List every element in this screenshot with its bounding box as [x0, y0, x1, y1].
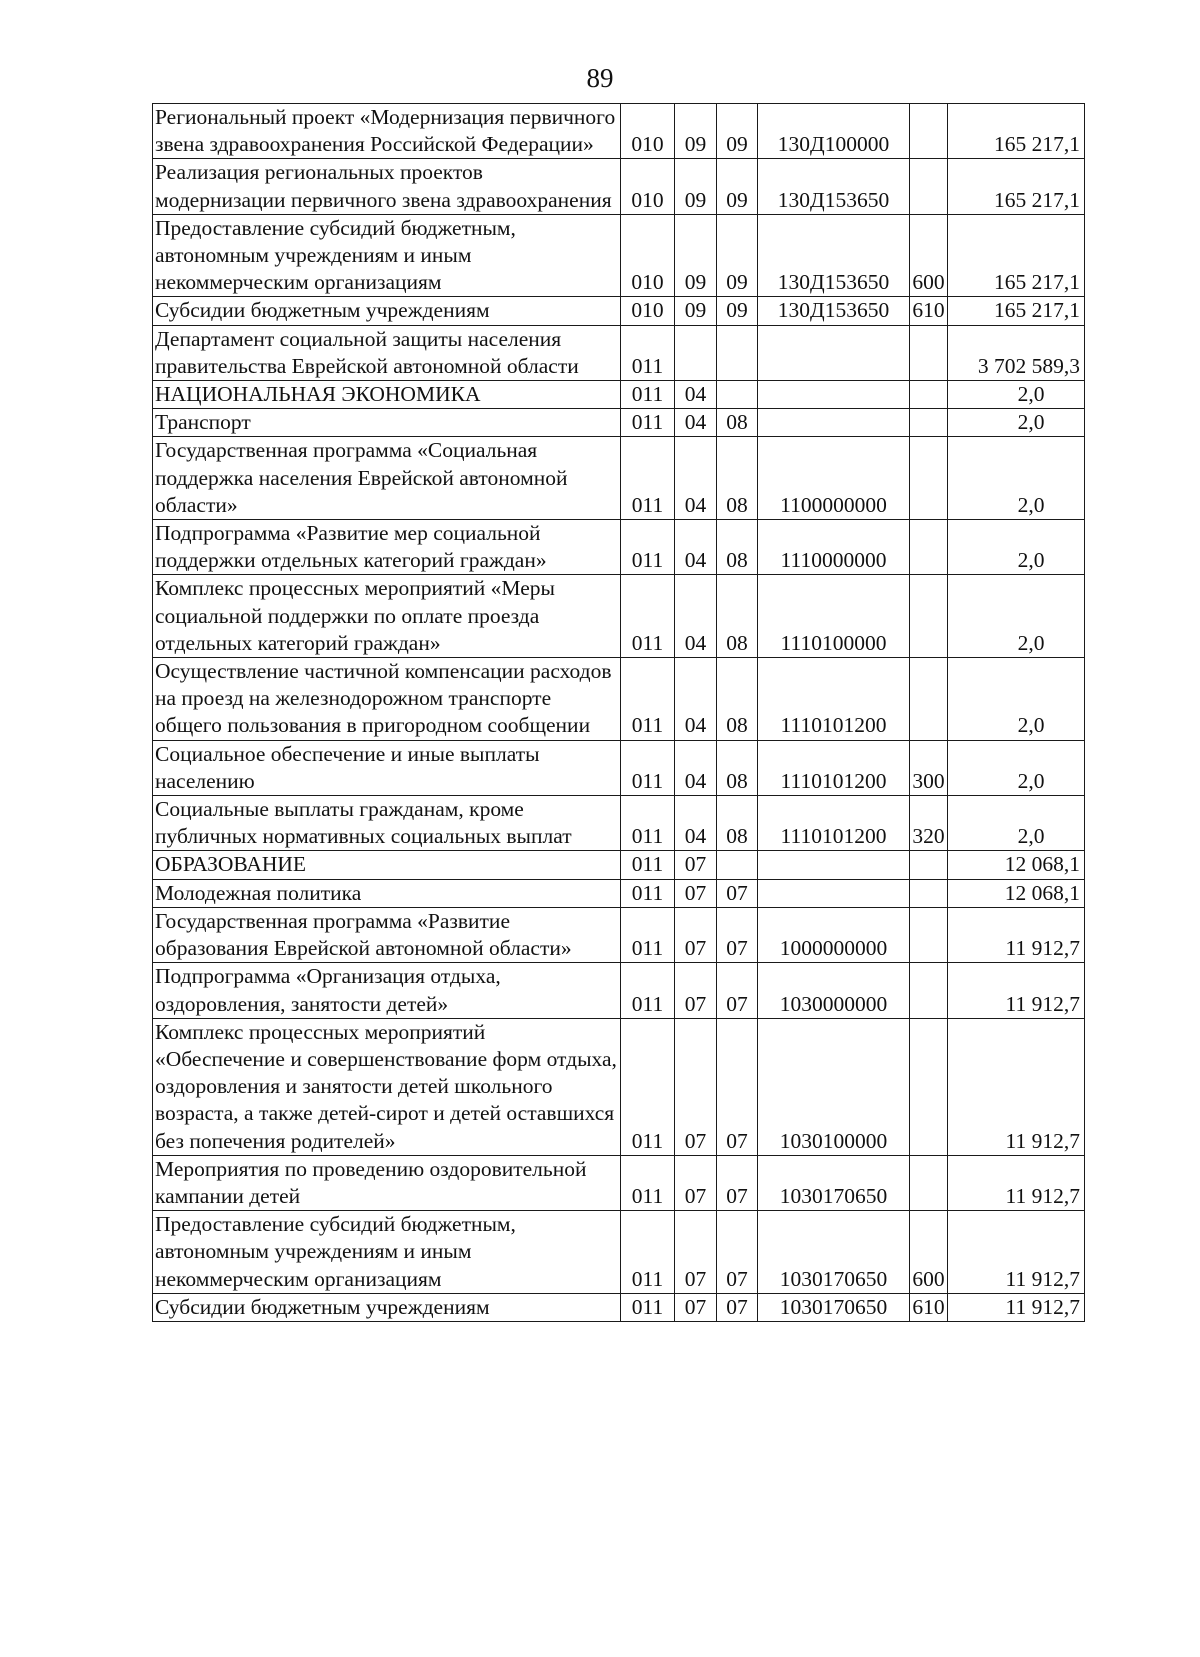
- row-subsection-code-cell: 08: [717, 575, 758, 658]
- row-expense-type-cell: [910, 1155, 948, 1210]
- row-name-cell: Субсидии бюджетным учреждениям: [153, 1293, 621, 1321]
- row-name-cell: Социальное обеспечение и иные выплаты населению: [153, 740, 621, 795]
- row-name-cell: Государственная программа «Социальная поддержка населения Еврейской автономной области»: [153, 437, 621, 520]
- row-expense-type-cell: [910, 325, 948, 380]
- row-name-cell: Мероприятия по проведению оздоровительной кампании детей: [153, 1155, 621, 1210]
- row-section-code-cell: 09: [675, 214, 717, 297]
- table-row: [153, 1293, 1085, 1321]
- row-name-cell: Субсидии бюджетным учреждениям: [153, 297, 621, 325]
- table-row: [153, 1211, 1085, 1294]
- row-name-cell: Предоставление субсидий бюджетным, автономным учреждениям и иным некоммерческим организациям: [153, 1211, 621, 1294]
- row-subsection-code-cell: 09: [717, 159, 758, 214]
- row-amount-cell: 11 912,7: [948, 1155, 1085, 1210]
- row-target-article-cell: 1110101200: [758, 658, 910, 741]
- row-grbs-code-cell: 011: [621, 963, 675, 1018]
- row-expense-type-cell: 600: [910, 1211, 948, 1294]
- row-target-article-cell: 1100000000: [758, 437, 910, 520]
- row-section-code-cell: 07: [675, 879, 717, 907]
- row-subsection-code-cell: 07: [717, 907, 758, 962]
- row-subsection-code-cell: 07: [717, 879, 758, 907]
- row-subsection-code-cell: 09: [717, 297, 758, 325]
- row-amount-cell: 2,0: [948, 381, 1085, 409]
- table-row: [153, 409, 1085, 437]
- row-grbs-code-cell: 011: [621, 437, 675, 520]
- row-section-code-cell: 04: [675, 381, 717, 409]
- row-grbs-code-cell: 010: [621, 104, 675, 159]
- row-subsection-code-cell: [717, 325, 758, 380]
- row-section-code-cell: 07: [675, 1211, 717, 1294]
- row-grbs-code-cell: 011: [621, 740, 675, 795]
- row-amount-cell: 12 068,1: [948, 879, 1085, 907]
- row-section-code-cell: 07: [675, 907, 717, 962]
- table-row: [153, 658, 1085, 741]
- row-amount-cell: 165 217,1: [948, 104, 1085, 159]
- row-section-code-cell: 07: [675, 1293, 717, 1321]
- table-row: [153, 575, 1085, 658]
- budget-table: [152, 103, 1085, 1322]
- row-grbs-code-cell: 010: [621, 214, 675, 297]
- row-name-cell: Предоставление субсидий бюджетным, автономным учреждениям и иным некоммерческим организациям: [153, 214, 621, 297]
- row-subsection-code-cell: 07: [717, 1155, 758, 1210]
- row-target-article-cell: 1110100000: [758, 575, 910, 658]
- row-grbs-code-cell: 011: [621, 325, 675, 380]
- row-expense-type-cell: [910, 851, 948, 879]
- table-row: [153, 297, 1085, 325]
- row-grbs-code-cell: 011: [621, 907, 675, 962]
- row-section-code-cell: 09: [675, 297, 717, 325]
- table-row: [153, 104, 1085, 159]
- row-amount-cell: 2,0: [948, 520, 1085, 575]
- row-section-code-cell: 07: [675, 1018, 717, 1155]
- row-target-article-cell: 130Д100000: [758, 104, 910, 159]
- row-expense-type-cell: [910, 104, 948, 159]
- row-target-article-cell: 1030170650: [758, 1155, 910, 1210]
- row-target-article-cell: [758, 851, 910, 879]
- row-subsection-code-cell: 07: [717, 1293, 758, 1321]
- row-section-code-cell: 09: [675, 159, 717, 214]
- row-amount-cell: 2,0: [948, 740, 1085, 795]
- row-target-article-cell: [758, 325, 910, 380]
- row-target-article-cell: [758, 381, 910, 409]
- table-row: [153, 325, 1085, 380]
- row-section-code-cell: 04: [675, 575, 717, 658]
- row-amount-cell: 165 217,1: [948, 214, 1085, 297]
- row-expense-type-cell: [910, 381, 948, 409]
- row-section-code-cell: 09: [675, 104, 717, 159]
- row-subsection-code-cell: [717, 381, 758, 409]
- row-name-cell: Молодежная политика: [153, 879, 621, 907]
- row-subsection-code-cell: 08: [717, 796, 758, 851]
- row-expense-type-cell: [910, 520, 948, 575]
- row-section-code-cell: 04: [675, 437, 717, 520]
- row-amount-cell: 11 912,7: [948, 963, 1085, 1018]
- row-target-article-cell: 1110101200: [758, 740, 910, 795]
- row-expense-type-cell: [910, 1018, 948, 1155]
- row-name-cell: ОБРАЗОВАНИЕ: [153, 851, 621, 879]
- row-subsection-code-cell: 08: [717, 409, 758, 437]
- row-grbs-code-cell: 011: [621, 658, 675, 741]
- row-expense-type-cell: 320: [910, 796, 948, 851]
- row-amount-cell: 2,0: [948, 658, 1085, 741]
- row-section-code-cell: 07: [675, 963, 717, 1018]
- row-target-article-cell: 1030170650: [758, 1293, 910, 1321]
- row-name-cell: Региональный проект «Модернизация первичного звена здравоохранения Российской Федерации»: [153, 104, 621, 159]
- row-subsection-code-cell: 08: [717, 520, 758, 575]
- table-row: [153, 963, 1085, 1018]
- row-subsection-code-cell: [717, 851, 758, 879]
- row-expense-type-cell: [910, 575, 948, 658]
- row-amount-cell: 11 912,7: [948, 1211, 1085, 1294]
- row-amount-cell: 165 217,1: [948, 297, 1085, 325]
- table-row: [153, 214, 1085, 297]
- row-target-article-cell: 1000000000: [758, 907, 910, 962]
- row-grbs-code-cell: 011: [621, 851, 675, 879]
- table-row: [153, 879, 1085, 907]
- row-target-article-cell: 130Д153650: [758, 214, 910, 297]
- row-grbs-code-cell: 011: [621, 1155, 675, 1210]
- row-section-code-cell: 04: [675, 409, 717, 437]
- row-amount-cell: 11 912,7: [948, 907, 1085, 962]
- row-subsection-code-cell: 09: [717, 214, 758, 297]
- row-grbs-code-cell: 011: [621, 409, 675, 437]
- row-amount-cell: 11 912,7: [948, 1018, 1085, 1155]
- table-row: [153, 1155, 1085, 1210]
- table-row: [153, 796, 1085, 851]
- row-name-cell: Департамент социальной защиты населения правительства Еврейской автономной области: [153, 325, 621, 380]
- row-expense-type-cell: [910, 437, 948, 520]
- row-name-cell: Подпрограмма «Развитие мер социальной поддержки отдельных категорий граждан»: [153, 520, 621, 575]
- table-row: [153, 740, 1085, 795]
- table-row: [153, 1018, 1085, 1155]
- row-target-article-cell: 1110101200: [758, 796, 910, 851]
- row-expense-type-cell: [910, 409, 948, 437]
- row-grbs-code-cell: 011: [621, 381, 675, 409]
- row-grbs-code-cell: 011: [621, 1211, 675, 1294]
- row-target-article-cell: 1030170650: [758, 1211, 910, 1294]
- row-expense-type-cell: 610: [910, 1293, 948, 1321]
- row-target-article-cell: 130Д153650: [758, 159, 910, 214]
- row-grbs-code-cell: 011: [621, 796, 675, 851]
- row-name-cell: Реализация региональных проектов модернизации первичного звена здравоохранения: [153, 159, 621, 214]
- row-grbs-code-cell: 011: [621, 520, 675, 575]
- row-amount-cell: 2,0: [948, 575, 1085, 658]
- table-row: [153, 520, 1085, 575]
- row-section-code-cell: 04: [675, 520, 717, 575]
- row-expense-type-cell: [910, 159, 948, 214]
- row-subsection-code-cell: 07: [717, 1211, 758, 1294]
- row-name-cell: Транспорт: [153, 409, 621, 437]
- row-expense-type-cell: 610: [910, 297, 948, 325]
- row-name-cell: НАЦИОНАЛЬНАЯ ЭКОНОМИКА: [153, 381, 621, 409]
- row-target-article-cell: [758, 879, 910, 907]
- row-amount-cell: 165 217,1: [948, 159, 1085, 214]
- row-target-article-cell: [758, 409, 910, 437]
- row-expense-type-cell: 600: [910, 214, 948, 297]
- row-name-cell: Государственная программа «Развитие образования Еврейской автономной области»: [153, 907, 621, 962]
- row-amount-cell: 2,0: [948, 409, 1085, 437]
- table-row: [153, 437, 1085, 520]
- row-amount-cell: 11 912,7: [948, 1293, 1085, 1321]
- row-expense-type-cell: 300: [910, 740, 948, 795]
- row-section-code-cell: 04: [675, 740, 717, 795]
- row-subsection-code-cell: 07: [717, 963, 758, 1018]
- row-amount-cell: 3 702 589,3: [948, 325, 1085, 380]
- row-grbs-code-cell: 011: [621, 1018, 675, 1155]
- table-row: [153, 381, 1085, 409]
- table-row: [153, 907, 1085, 962]
- row-subsection-code-cell: 08: [717, 437, 758, 520]
- row-grbs-code-cell: 011: [621, 1293, 675, 1321]
- row-expense-type-cell: [910, 907, 948, 962]
- row-target-article-cell: 1030000000: [758, 963, 910, 1018]
- row-name-cell: Комплекс процессных мероприятий «Обеспечение и совершенствование форм отдыха, оздоровления и занятости детей школьного возраста, а также детей-сирот и детей оставшихся без попечения родителей»: [153, 1018, 621, 1155]
- table-row: [153, 851, 1085, 879]
- table-body: [153, 104, 1085, 1322]
- row-target-article-cell: 130Д153650: [758, 297, 910, 325]
- row-expense-type-cell: [910, 879, 948, 907]
- row-expense-type-cell: [910, 658, 948, 741]
- row-amount-cell: 12 068,1: [948, 851, 1085, 879]
- row-target-article-cell: 1110000000: [758, 520, 910, 575]
- row-section-code-cell: 04: [675, 796, 717, 851]
- row-subsection-code-cell: 08: [717, 740, 758, 795]
- row-grbs-code-cell: 011: [621, 575, 675, 658]
- row-subsection-code-cell: 08: [717, 658, 758, 741]
- row-name-cell: Осуществление частичной компенсации расходов на проезд на железнодорожном транспорте общего пользования в пригородном сообщении: [153, 658, 621, 741]
- row-name-cell: Социальные выплаты гражданам, кроме публичных нормативных социальных выплат: [153, 796, 621, 851]
- page-number: 89: [586, 63, 614, 93]
- row-name-cell: Комплекс процессных мероприятий «Меры социальной поддержки по оплате проезда отдельных категорий граждан»: [153, 575, 621, 658]
- row-grbs-code-cell: 011: [621, 879, 675, 907]
- row-expense-type-cell: [910, 963, 948, 1018]
- row-subsection-code-cell: 07: [717, 1018, 758, 1155]
- row-subsection-code-cell: 09: [717, 104, 758, 159]
- row-target-article-cell: 1030100000: [758, 1018, 910, 1155]
- row-grbs-code-cell: 010: [621, 297, 675, 325]
- row-section-code-cell: 04: [675, 658, 717, 741]
- row-grbs-code-cell: 010: [621, 159, 675, 214]
- row-name-cell: Подпрограмма «Организация отдыха, оздоровления, занятости детей»: [153, 963, 621, 1018]
- table-row: [153, 159, 1085, 214]
- row-section-code-cell: [675, 325, 717, 380]
- row-section-code-cell: 07: [675, 851, 717, 879]
- row-amount-cell: 2,0: [948, 796, 1085, 851]
- row-section-code-cell: 07: [675, 1155, 717, 1210]
- row-amount-cell: 2,0: [948, 437, 1085, 520]
